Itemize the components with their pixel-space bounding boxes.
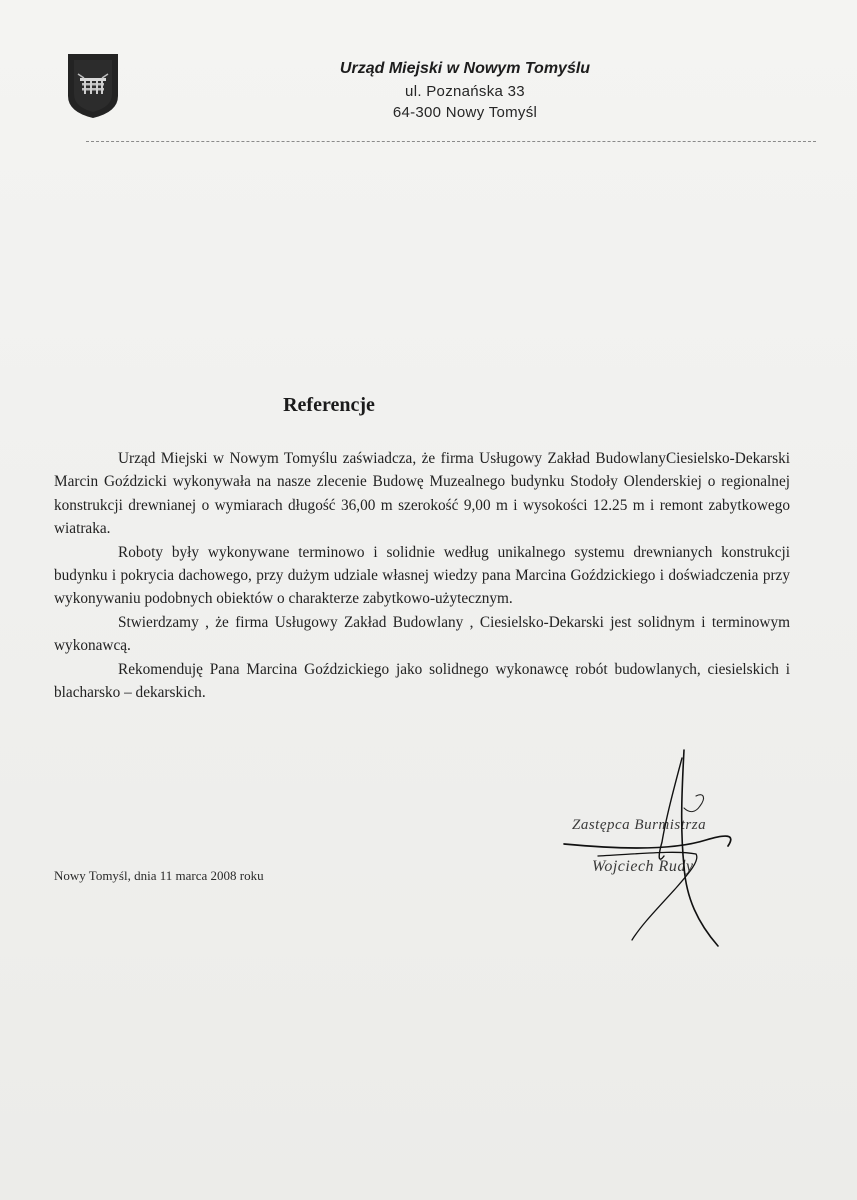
document-body bbox=[54, 447, 790, 704]
signature-stamp-block bbox=[558, 748, 778, 958]
address-street: ul. Poznańska 33 bbox=[405, 83, 525, 100]
header-divider bbox=[86, 141, 816, 142]
document-title: Referencje bbox=[283, 394, 375, 416]
paragraph: Stwierdzamy , że firma Usługowy Zakład Budowlany , Ciesielsko-Dekarski jest solidnym i terminowym wykonawcą. bbox=[54, 613, 790, 655]
office-name: Urząd Miejski w Nowym Tomyślu bbox=[339, 60, 591, 77]
paragraph: Rekomenduję Pana Marcina Goździckiego jako solidnego wykonawcę robót budowlanych, ciesielskich i blacharsko – dekarskich. bbox=[54, 660, 790, 702]
place-and-date: Nowy Tomyśl, dnia 11 marca 2008 roku bbox=[54, 868, 264, 883]
handwritten-signature bbox=[558, 748, 778, 958]
stamp-name: Wojciech Rudy bbox=[592, 858, 694, 875]
address-city: 64-300 Nowy Tomyśl bbox=[392, 104, 538, 121]
coat-of-arms-icon bbox=[66, 52, 120, 120]
paragraph: Urząd Miejski w Nowym Tomyślu zaświadcza, że firma Usługowy Zakład BudowlanyCiesielsko-Dekarski Marcin Goździcki wykonywała na nasze zlecenie Budowę Muzealnego budynku Stodoły Olenderskiej o regionalnej konstrukcji drewnianej o wymiarach długość 36,00 m szerokość 9,00 m i wysokości 12.25 m i remont zabytkowego wiatraka. bbox=[54, 450, 790, 538]
stamp-title: Zastępca Burmistrza bbox=[572, 817, 707, 833]
paragraph: Roboty były wykonywane terminowo i solidnie według unikalnego systemu drewnianych konstrukcji budynku i pokrycia dachowego, przy dużym udziale własnej wiedzy pana Marcina Goździckiego i doświadczenia przy wykonywaniu podobnych obiektów o charakterze zabytkowo-użytecznym. bbox=[54, 543, 790, 608]
